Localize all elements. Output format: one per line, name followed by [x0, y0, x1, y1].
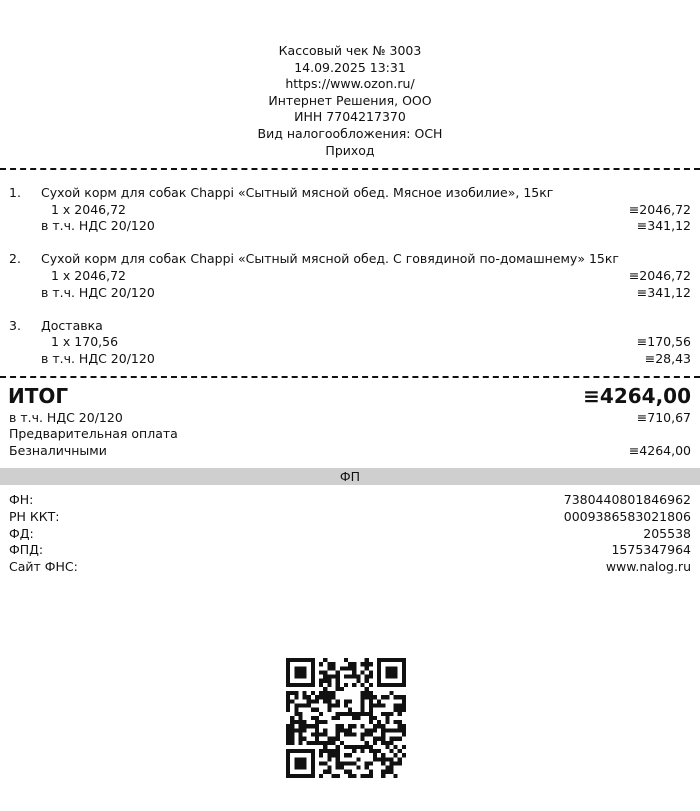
receipt-title: Кассовый чек № 3003	[278, 43, 422, 58]
rn-kkt-row	[0, 509, 700, 525]
cashless-value: ≡4264,00	[628, 443, 691, 458]
item-vat-label: в т.ч. НДС 20/120	[41, 285, 155, 300]
fpd-value: 1575347964	[611, 542, 691, 557]
fpd-row	[0, 542, 700, 558]
item-qty-price: 1 x 170,56	[51, 334, 119, 349]
item-name-row	[0, 318, 700, 334]
item-sum: ≡2046,72	[628, 202, 691, 217]
divider-top	[0, 168, 700, 170]
item-number: 2.	[9, 251, 21, 266]
rn-kkt-label: РН ККТ:	[9, 509, 60, 524]
item-vat-sum: ≡28,43	[644, 351, 691, 366]
fd-label: ФД:	[9, 526, 34, 541]
fd-row	[0, 526, 700, 542]
fns-site-label: Сайт ФНС:	[9, 559, 78, 574]
item-vat-sum: ≡341,12	[636, 285, 691, 300]
qr-code-icon	[286, 658, 406, 778]
item-vat-row	[0, 218, 700, 234]
item-qty-row	[0, 334, 700, 350]
fd-value: 205538	[643, 526, 691, 541]
total-row	[0, 383, 700, 409]
cashless-label: Безналичными	[9, 443, 107, 458]
item-name: Сухой корм для собак Chappi «Сытный мясной обед. С говядиной по-домашнему» 15кг	[41, 251, 619, 266]
item-qty-row	[0, 202, 700, 218]
item-qty-price: 1 x 2046,72	[51, 202, 126, 217]
item-vat-label: в т.ч. НДС 20/120	[41, 351, 155, 366]
fn-label: ФН:	[9, 492, 34, 507]
total-value: ≡4264,00	[583, 384, 691, 408]
total-vat-row	[0, 410, 700, 426]
item-vat-row	[0, 351, 700, 367]
item-vat-label: в т.ч. НДС 20/120	[41, 218, 155, 233]
fns-site-row	[0, 559, 700, 575]
fp-bar: ФП	[0, 468, 700, 485]
fn-row	[0, 492, 700, 508]
item-sum: ≡170,56	[636, 334, 691, 349]
tax-system: Вид налогообложения: ОСН	[257, 125, 443, 141]
fns-site-value: www.nalog.ru	[605, 559, 691, 574]
total-vat-value: ≡710,67	[636, 410, 691, 425]
item-qty-price: 1 x 2046,72	[51, 268, 126, 283]
receipt-header	[0, 43, 700, 159]
item-name: Доставка	[41, 318, 103, 333]
prepayment-row	[0, 426, 700, 442]
total-label: ИТОГ	[8, 384, 69, 408]
rn-kkt-value: 0009386583021806	[563, 509, 691, 524]
divider-bottom	[0, 376, 700, 378]
item-sum: ≡2046,72	[628, 268, 691, 283]
cashless-row	[0, 443, 700, 459]
item-vat-sum: ≡341,12	[636, 218, 691, 233]
item-vat-row	[0, 285, 700, 301]
fn-value: 7380440801846962	[563, 492, 691, 507]
item-name-row	[0, 185, 700, 201]
operation-type: Приход	[325, 142, 375, 158]
receipt-datetime: 14.09.2025 13:31	[294, 59, 406, 75]
seller-inn: ИНН 7704217370	[294, 109, 406, 125]
fpd-label: ФПД:	[9, 542, 44, 557]
total-vat-label: в т.ч. НДС 20/120	[9, 410, 123, 425]
item-name: Сухой корм для собак Chappi «Сытный мясной обед. Мясное изобилие», 15кг	[41, 185, 554, 200]
item-number: 1.	[9, 185, 21, 200]
item-number: 3.	[9, 318, 21, 333]
item-name-row	[0, 251, 700, 267]
item-qty-row	[0, 268, 700, 284]
seller-site: https://www.ozon.ru/	[285, 76, 415, 92]
prepayment-label: Предварительная оплата	[9, 426, 178, 441]
seller-company: Интернет Решения, ООО	[268, 92, 432, 108]
